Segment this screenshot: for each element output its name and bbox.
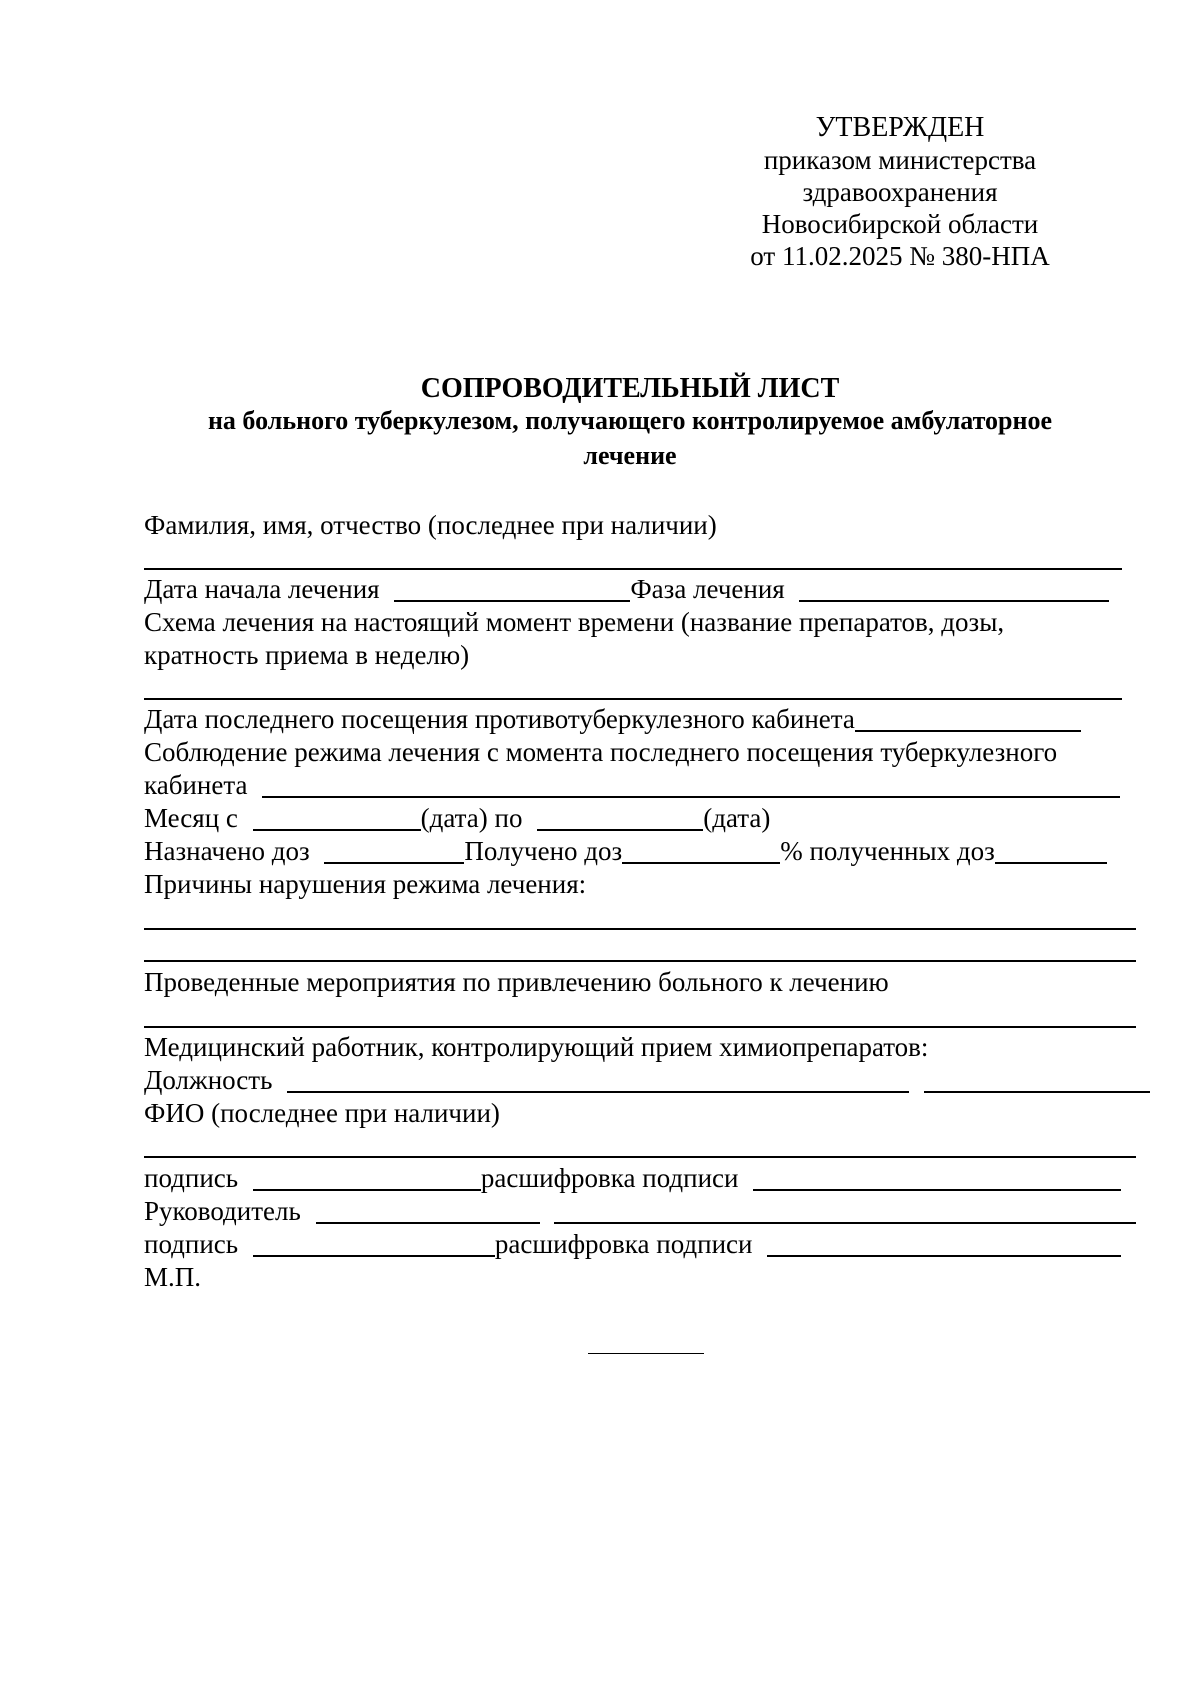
violation-reasons-field-1[interactable] [144, 928, 1136, 930]
head-label: Руководитель [144, 1196, 301, 1226]
head-signature-field[interactable] [253, 1231, 495, 1257]
document-subtitle: на больного туберкулезом, получающего контролируемое амбулаторное [207, 406, 1053, 435]
month-from-label: Месяц с [144, 803, 238, 833]
signature-row-2 [144, 1228, 1121, 1260]
scheme-label-continued: кратность приема в неделю) [144, 640, 470, 670]
start-date-field[interactable] [394, 576, 630, 602]
scheme-field[interactable] [144, 698, 1122, 700]
percent-doses-field[interactable] [995, 838, 1107, 864]
med-worker-fio-field[interactable] [144, 1156, 1136, 1158]
head-position-field[interactable] [316, 1198, 540, 1224]
compliance-row [144, 769, 1120, 801]
document-subtitle-continued: лечение [583, 441, 677, 470]
fio-short-label: ФИО (последнее при наличии) [144, 1098, 500, 1128]
position-field[interactable] [287, 1067, 909, 1093]
head-name-field[interactable] [554, 1198, 1136, 1224]
prescribed-doses-label: Назначено доз [144, 836, 310, 866]
measures-field[interactable] [144, 1026, 1136, 1028]
approval-line: Новосибирской области [761, 209, 1039, 239]
last-visit-label: Дата последнего посещения противотуберкулезного кабинета [144, 704, 855, 734]
start-date-label: Дата начала лечения [144, 574, 380, 604]
compliance-label: Соблюдение режима лечения с момента последнего посещения туберкулезного [144, 737, 1058, 767]
approval-block [700, 112, 1100, 272]
month-to-field[interactable] [537, 805, 703, 831]
document-title: СОПРОВОДИТЕЛЬНЫЙ ЛИСТ [420, 373, 840, 404]
approval-heading: УТВЕРЖДЕН [815, 112, 985, 143]
closing-divider [588, 1353, 704, 1354]
position-row [144, 1064, 1150, 1096]
fio-field[interactable] [144, 568, 1122, 570]
phase-label: Фаза лечения [630, 574, 785, 604]
scheme-label: Схема лечения на настоящий момент времени (название препаратов, дозы, [144, 607, 1005, 637]
measures-label: Проведенные мероприятия по привлечению больного к лечению [144, 967, 889, 997]
approval-line: здравоохранения [802, 177, 998, 207]
last-visit-field[interactable] [855, 706, 1081, 732]
position-extra-field[interactable] [924, 1067, 1150, 1093]
month-from-field[interactable] [253, 805, 421, 831]
approval-order-number: от 11.02.2025 № 380-НПА [750, 241, 1050, 271]
head-row [144, 1195, 1136, 1227]
signature-decoding-field[interactable] [753, 1165, 1121, 1191]
date-label: (дата) [703, 803, 771, 833]
head-signature-decoding-field[interactable] [767, 1231, 1121, 1257]
stamp-label: М.П. [144, 1262, 202, 1292]
signature-decoding-label: расшифровка подписи [480, 1163, 739, 1193]
signature-label: подпись [144, 1163, 239, 1193]
last-visit-row [144, 703, 1081, 735]
start-date-row [144, 573, 1109, 605]
received-doses-field[interactable] [622, 838, 780, 864]
signature-row-1 [144, 1162, 1121, 1194]
signature-label: подпись [144, 1229, 239, 1259]
violation-reasons-label: Причины нарушения режима лечения: [144, 869, 587, 899]
compliance-field[interactable] [262, 772, 1120, 798]
phase-field[interactable] [799, 576, 1109, 602]
violation-reasons-field-2[interactable] [144, 960, 1136, 962]
compliance-label-continued: кабинета [144, 770, 248, 800]
date-to-label: (дата) по [420, 803, 523, 833]
med-worker-label: Медицинский работник, контролирующий прием химиопрепаратов: [144, 1032, 929, 1062]
doses-row [144, 835, 1107, 867]
prescribed-doses-field[interactable] [324, 838, 464, 864]
month-period-row [144, 802, 770, 834]
percent-doses-label: % полученных доз [780, 836, 995, 866]
signature-field[interactable] [253, 1165, 481, 1191]
position-label: Должность [144, 1065, 273, 1095]
signature-decoding-label: расшифровка подписи [494, 1229, 753, 1259]
received-doses-label: Получено доз [464, 836, 623, 866]
approval-line: приказом министерства [763, 145, 1037, 175]
fio-label: Фамилия, имя, отчество (последнее при наличии) [144, 510, 717, 540]
